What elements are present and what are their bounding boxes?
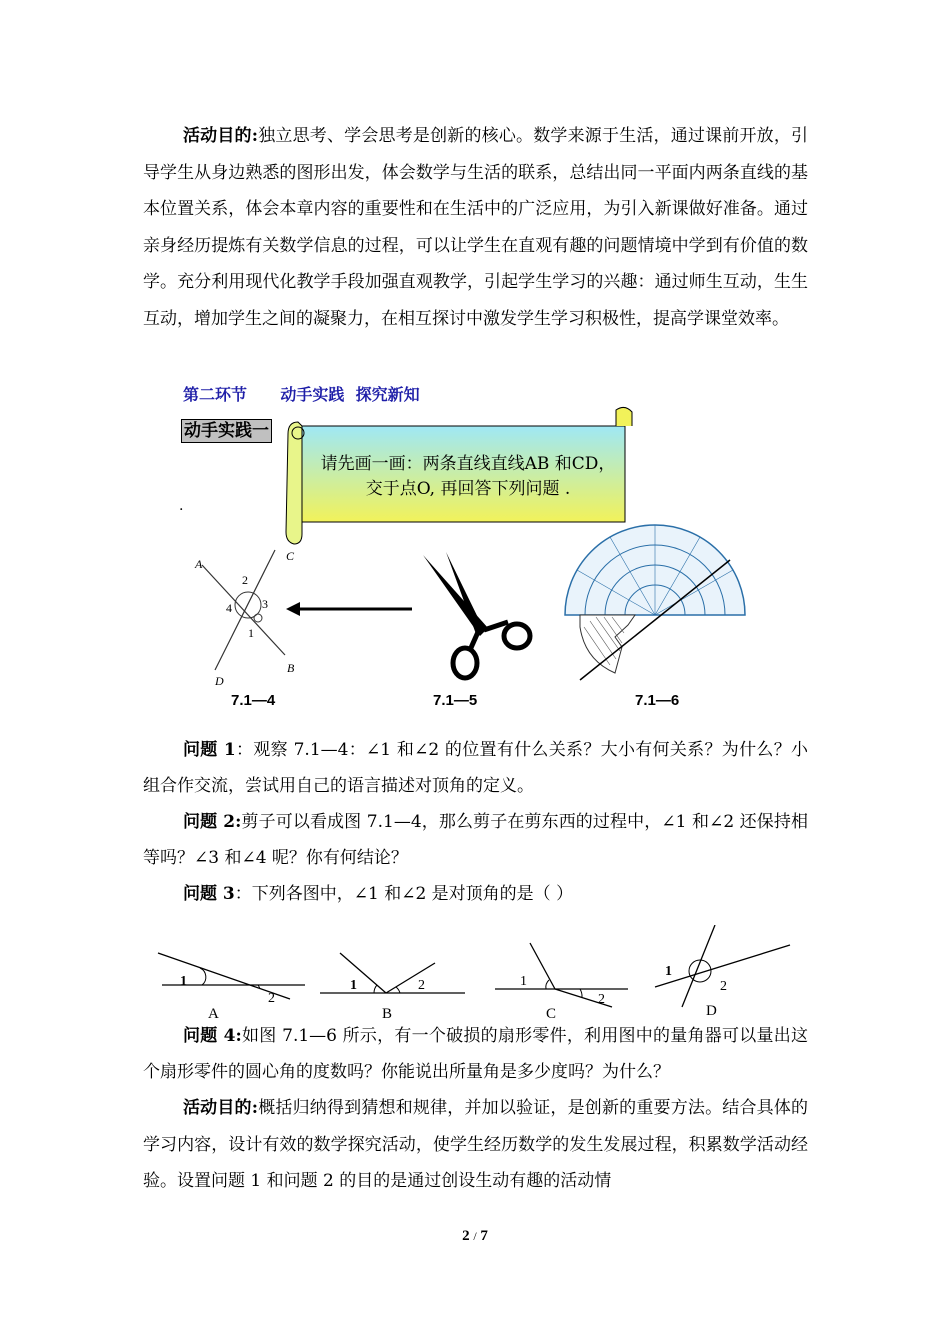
fig-label-6: 7.1—6 [635,692,680,709]
angle-3-label: 3 [262,597,268,611]
point-b: B [287,661,295,675]
protractor-figure [560,515,750,687]
page-current: 2 [462,1228,470,1244]
option-a-angle-2: 2 [268,991,275,1006]
point-a: A [195,557,203,571]
arrow-left [284,598,416,620]
page-number [0,1228,950,1245]
question-4-label: 问题 4: [183,1026,242,1046]
fig-label-4: 7.1—4 [231,692,276,709]
option-a-figure [158,953,305,1022]
page-separator: / [473,1229,477,1243]
point-d: D [215,674,224,688]
point-c: C [286,549,295,563]
question-2-label: 问题 2: [183,812,242,832]
question-3 [143,876,808,912]
angle-2-label: 2 [242,573,248,587]
scroll-text: 请先画一画：两条直线直线AB 和CD，交于点O, 再回答下列问题 . [320,454,616,499]
question-3-options [150,925,810,1023]
question-1-text: ：观察 7.1—4：∠1 和∠2 的位置有什么关系？大小有何关系？为什么？小组合作交流，尝试用自己的语言描述对顶角的定义。 [143,740,809,796]
option-a-label: A [208,1006,219,1022]
option-b-label: B [382,1006,393,1022]
option-d-figure [655,925,790,1019]
question-3-label: 问题 3 [183,884,235,904]
practice-box-label: 动手实践一 [181,419,272,443]
activity-purpose-2 [143,1090,808,1200]
dot-mark: . [179,498,184,514]
question-2-text: 剪子可以看成图 7.1—4，那么剪子在剪东西的过程中，∠1 和∠2 还保持相等吗？∠3 和∠4 呢？你有何结论？ [143,812,808,868]
activity-purpose-text: 独立思考、学会思考是创新的核心。数学来源于生活，通过课前开放，引导学生从身边熟悉的图形出发，体会数学与生活的联系，总结出同一平面内两条直线的基本位置关系，体会本章内容的重要性和在生活中的广泛应用，为引入新课做好准备。通过亲身经历提炼有关数学信息的过程，可以让学生在直观有趣的问题情境中学到有价值的数学。充分利用现代化教学手段加强直观教学，引起学生学习的兴趣：通过师生互动，生生互动，增加学生之间的凝聚力，在相互探讨中激发学生学习积极性，提高学课堂效率。 [143,126,809,329]
question-4-text: 如图 7.1—6 所示，有一个破损的扇形零件，利用图中的量角器可以量出这个扇形零件的圆心角的度数吗？你能说出所量角是多少度吗？为什么？ [143,1026,808,1082]
option-b-angle-2: 2 [418,978,425,993]
question-4 [143,1018,808,1090]
question-3-text: ：下列各图中，∠1 和∠2 是对顶角的是（ ） [234,884,574,904]
question-1-label: 问题 1 [183,740,236,760]
option-a-angle-1: 1 [180,974,187,989]
option-c-angle-1: 1 [520,974,527,989]
question-1 [143,732,808,804]
angle-4-label: 4 [226,601,232,615]
option-b-figure [320,953,465,1022]
option-c-label: C [546,1006,557,1022]
page-total: 7 [480,1228,488,1244]
section-heading: 第二环节 动手实践 探究新知 [183,385,420,404]
scissors-icon [418,550,538,690]
small-arc [254,614,262,622]
angle-1-label: 1 [248,626,254,640]
fig-label-5: 7.1—5 [433,692,478,709]
activity-purpose-1 [143,118,808,337]
option-b-angle-1: 1 [350,978,357,993]
option-d-angle-2: 2 [720,979,727,994]
activity-purpose-2-text: 概括归纳得到猜想和规律，并加以验证，是创新的重要方法。结合具体的学习内容，设计有效的数学探究活动，使学生经历数学的发生发展过程，积累数学活动经验。设置问题 1 和问题 2 的目的是通过创设生动有趣的活动情 [143,1098,809,1191]
option-d-label: D [706,1003,717,1019]
option-d-angle-1: 1 [665,964,672,979]
question-2 [143,804,808,876]
activity-purpose-2-label: 活动目的: [183,1098,259,1118]
option-c-angle-2: 2 [598,992,605,1007]
activity-purpose-label: 活动目的: [183,126,259,146]
broken-sector [580,615,635,673]
option-c-figure [495,943,628,1022]
